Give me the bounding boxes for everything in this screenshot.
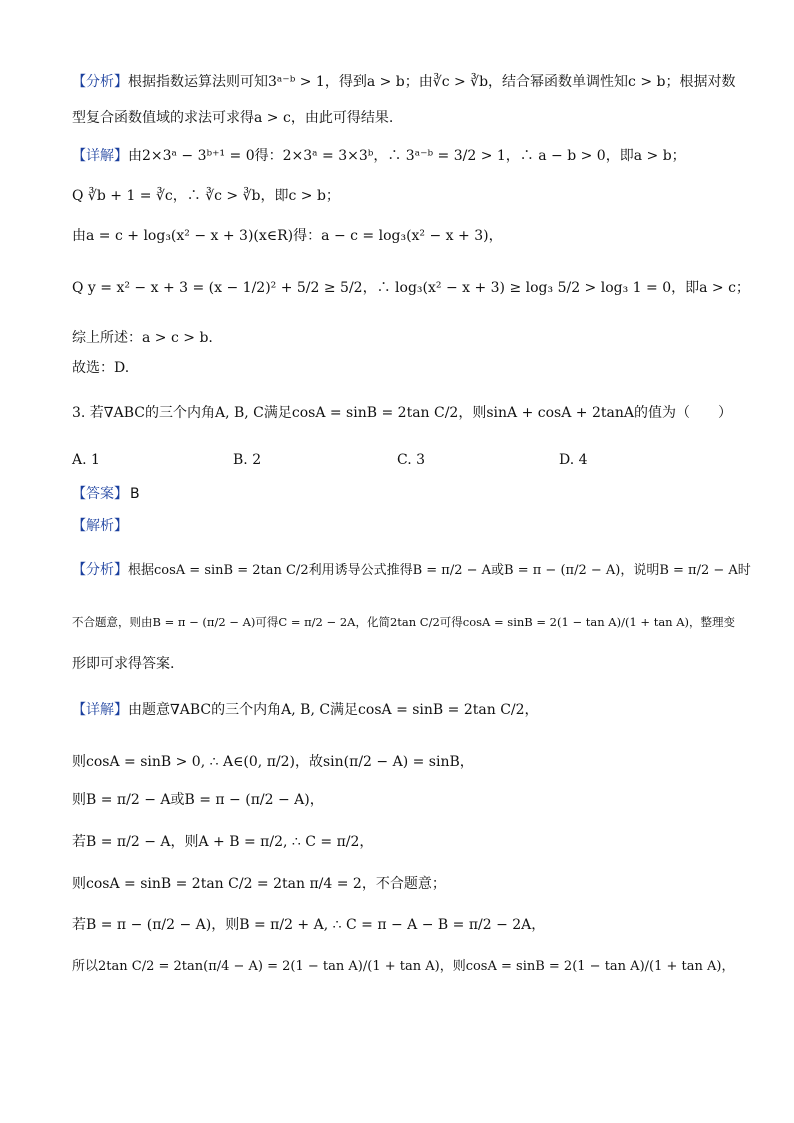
option-c: C. 3 (397, 452, 426, 468)
q3-analysis-line-3: 形即可求得答案. (72, 656, 175, 672)
q3-detail-line-7: 所以2tan C/2 = 2tan(π/4 − A) = 2(1 − tan A)/(1 + tan A)，则cosA = sinB = 2(1 − tan A)/(1 + tan A)， (72, 959, 735, 974)
option-b: B. 2 (233, 452, 262, 468)
prev-summary: 综上所述：a > c > b. (72, 330, 213, 346)
q3-analysis-line-1 (72, 560, 751, 581)
prev-detail-line-1 (72, 146, 686, 166)
q3-detail-line-4: 若B = π/2 − A，则A + B = π/2, ∴ C = π/2， (72, 834, 374, 850)
answer-value: B (130, 486, 140, 502)
explain-tag: 【解析】 (72, 518, 128, 534)
prev-detail-line-2: Q ∛b + 1 = ∛c，∴ ∛c > ∛b，即c > b； (72, 188, 340, 204)
q3-analysis-text-1: 根据cosA = sinB = 2tan C/2利用诱导公式推得B = π/2 − A或B = π − (π/2 − A)，说明B = π/2 − A时 (128, 563, 751, 578)
prev-detail-line-3: 由a = c + log₃(x² − x + 3)(x∈R)得：a − c = log₃(x² − x + 3)， (72, 228, 503, 244)
answer-row (72, 483, 140, 503)
analysis-tag: 【分析】 (72, 74, 128, 90)
answer-tag: 【答案】 (72, 486, 128, 502)
prev-choice: 故选：D. (72, 360, 130, 376)
prev-detail-text-1: 由2×3ᵃ − 3ᵇ⁺¹ = 0得：2×3ᵃ = 3×3ᵇ，∴ 3ᵃ⁻ᵇ = 3/2 > 1，∴ a − b > 0，即a > b； (128, 148, 686, 164)
question-3-stem: 3. 若∇ABC的三个内角A, B, C满足cosA = sinB = 2tan C/2，则sinA + cosA + 2tanA的值为（ ） (72, 405, 732, 421)
prev-analysis-line-2: 型复合函数值域的求法可求得a > c，由此可得结果. (72, 110, 394, 126)
q3-detail-line-2: 则cosA = sinB > 0, ∴ A∈(0, π/2)，故sin(π/2 − A) = sinB， (72, 754, 474, 770)
option-d: D. 4 (559, 452, 588, 468)
q3-analysis-tag: 【分析】 (72, 562, 128, 578)
q3-detail-line-3: 则B = π/2 − A或B = π − (π/2 − A)， (72, 792, 324, 808)
q3-detail-text-1: 由题意∇ABC的三个内角A, B, C满足cosA = sinB = 2tan C/2， (128, 702, 539, 718)
prev-analysis-text-1: 根据指数运算法则可知3ᵃ⁻ᵇ > 1，得到a > b；由∛c > ∛b，结合幂函数单调性知c > b；根据对数 (128, 74, 736, 90)
detail-tag: 【详解】 (72, 148, 128, 164)
option-a: A. 1 (72, 452, 100, 468)
q3-detail-line-1 (72, 700, 539, 720)
q3-detail-line-5: 则cosA = sinB = 2tan C/2 = 2tan π/4 = 2，不合题意； (72, 876, 446, 892)
prev-detail-line-4: Q y = x² − x + 3 = (x − 1/2)² + 5/2 ≥ 5/2，∴ log₃(x² − x + 3) ≥ log₃ 5/2 > log₃ 1 = 0，即a > c； (72, 280, 750, 296)
q3-detail-tag: 【详解】 (72, 702, 128, 718)
q3-analysis-line-2: 不合题意，则由B = π − (π/2 − A)可得C = π/2 − 2A，化简2tan C/2可得cosA = sinB = 2(1 − tan A)/(1 + tan A)，整理变 (72, 615, 736, 629)
prev-analysis-line-1 (72, 72, 735, 92)
q3-detail-line-6: 若B = π − (π/2 − A)，则B = π/2 + A, ∴ C = π − A − B = π/2 − 2A， (72, 917, 546, 933)
